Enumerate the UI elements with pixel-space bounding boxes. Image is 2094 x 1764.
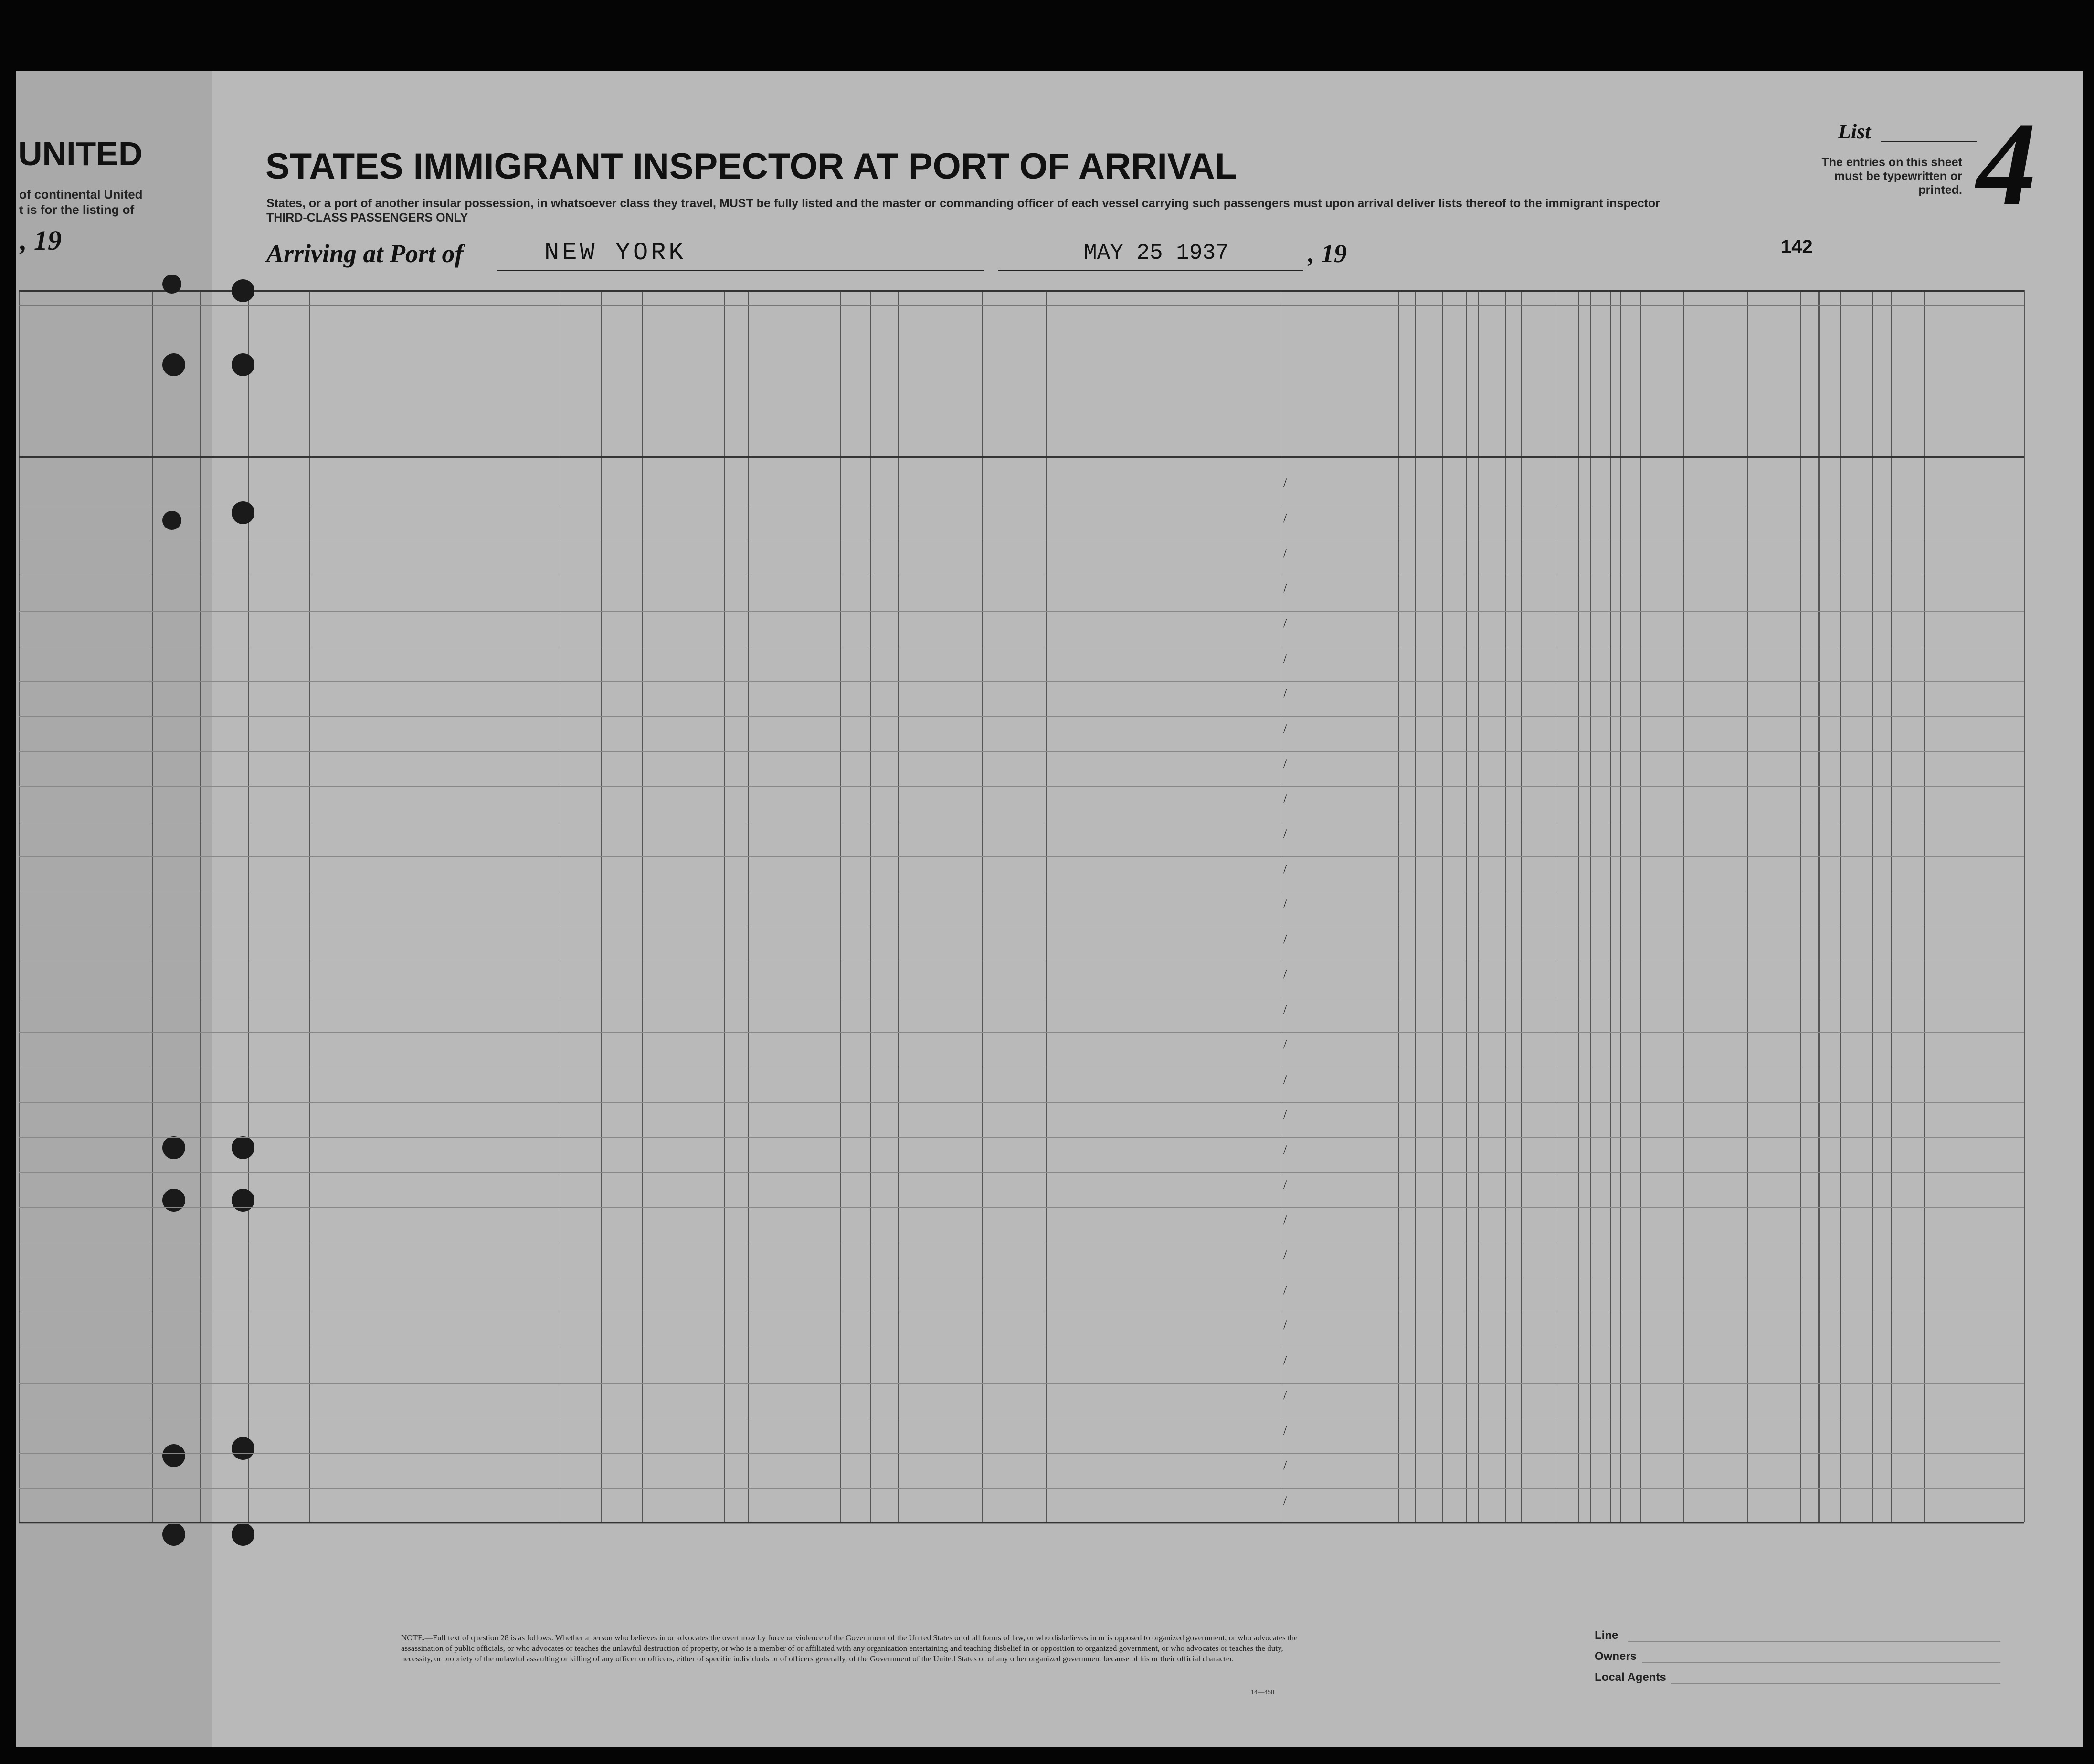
purpose-check-mark: / [1283, 827, 1287, 841]
year-label: , 19 [1308, 239, 1347, 268]
owners-label: Owners [1595, 1650, 1637, 1663]
port-name: NEW YORK [544, 239, 687, 267]
grid-vline [1478, 290, 1479, 1522]
grid-vline [1578, 290, 1579, 1522]
grid-vline [1590, 290, 1591, 1522]
list-note: The entries on this sheet must be typewritten or printed. [1821, 156, 1962, 197]
grid-vline [1640, 290, 1641, 1522]
local-agents-label: Local Agents [1595, 1671, 1666, 1684]
purpose-check-mark: / [1283, 1494, 1287, 1508]
purpose-check-mark: / [1283, 967, 1287, 981]
purpose-check-mark: / [1283, 1353, 1287, 1367]
purpose-check-mark: / [1283, 616, 1287, 630]
list-label: List [1838, 120, 1871, 143]
column-header-c19 [727, 316, 748, 445]
grid-vline [1415, 290, 1416, 1522]
instruction-text: States, or a port of another insular possession, in whatsoever class they travel, MUST be fully listed and the master or commanding officer of each vessel carrying such passengers must upon arrival deliver lists thereof to the immigrant inspector [266, 197, 1660, 210]
row-rule [19, 716, 2024, 717]
punch-hole [232, 501, 254, 524]
line-rule [1628, 1641, 2000, 1642]
grid-vline [19, 290, 20, 1522]
grid-vline [1046, 290, 1047, 1522]
purpose-check-mark: / [1283, 1143, 1287, 1157]
punch-hole [232, 279, 254, 302]
column-header-c25 [1401, 316, 1422, 445]
purpose-check-mark: / [1283, 581, 1287, 595]
purpose-check-mark: / [1283, 897, 1287, 911]
left-subtitle-1: of continental United [19, 187, 143, 201]
page-number: 142 [1781, 236, 1813, 257]
grid-vline [898, 290, 899, 1522]
arriving-label: Arriving at Port of [266, 239, 464, 268]
column-header-c29 [1523, 316, 1544, 445]
purpose-check-mark: / [1283, 1318, 1287, 1332]
grid-vline [1747, 290, 1748, 1522]
grid-vline [2024, 290, 2025, 1522]
purpose-check-mark: / [1283, 932, 1287, 946]
purpose-check-mark: / [1283, 1388, 1287, 1402]
purpose-check-mark: / [1283, 652, 1287, 665]
row-rule [19, 1207, 2024, 1208]
purpose-check-mark: / [1283, 722, 1287, 736]
row-rule [19, 751, 2024, 752]
purpose-check-mark: / [1283, 687, 1287, 700]
punch-hole [162, 1189, 185, 1212]
purpose-check-mark: / [1283, 862, 1287, 876]
grid-vline [152, 290, 153, 1522]
column-header-c28 [1480, 316, 1501, 445]
row-rule [19, 1137, 2024, 1138]
purpose-check-mark: / [1283, 1248, 1287, 1262]
purpose-check-mark: / [1283, 1003, 1287, 1016]
punch-hole [162, 1523, 185, 1546]
purpose-check-mark: / [1283, 546, 1287, 560]
grid-vline [1466, 290, 1467, 1522]
grid-vline [724, 290, 725, 1522]
grid-vline [1891, 290, 1892, 1522]
grid-vline [748, 290, 749, 1522]
purpose-check-mark: / [1283, 1108, 1287, 1121]
grid-vline [870, 290, 871, 1522]
row-rule [19, 1172, 2024, 1173]
column-header-c30 [1557, 316, 1578, 445]
row-rule [19, 786, 2024, 787]
punch-hole [232, 353, 254, 376]
row-rule [19, 1488, 2024, 1489]
column-number-rule [19, 305, 2024, 306]
punch-hole [162, 511, 181, 530]
punch-hole [232, 1189, 254, 1212]
purpose-check-mark: / [1283, 1424, 1287, 1437]
grid-vline [1620, 290, 1621, 1522]
grid-vline [840, 290, 841, 1522]
grid-vline [642, 290, 643, 1522]
question-28-note: NOTE.—Full text of question 28 is as follows: Whether a person who believes in or advocates the overthrow by force or violence of the Government of the United States or of all forms of law, or who disbelieves in or is opposed to organized government, or who advocates the assassination of public officials, or who advocates or teaches the unlawful destruction of property, or who is a member of or affiliated with any organization entertaining and teaching disbelief in or opposition to organized government, or who advocates or teaches the duty, necessity, or propriety of the unlawful assaulting or killing of any officer or officers, either of specific individuals or of officers generally, of the Government of the United States or of any other organized government because of his or their official character. [401, 1633, 1298, 1663]
punch-hole [162, 275, 181, 294]
list-number: 4 [1977, 98, 2036, 230]
purpose-check-mark: / [1283, 1037, 1287, 1051]
grid-vline [1840, 290, 1841, 1522]
grid-vline [1800, 290, 1801, 1522]
purpose-check-mark: / [1283, 757, 1287, 771]
punch-hole [162, 1444, 185, 1467]
column-header-c26 [1444, 316, 1465, 445]
left-subtitle-2: t is for the listing of [19, 202, 135, 217]
list-underline [1881, 141, 1977, 142]
line-label: Line [1595, 1629, 1618, 1642]
agents-rule [1671, 1683, 2000, 1684]
grid-vline [248, 290, 249, 1522]
punch-hole [162, 1136, 185, 1159]
grid-vline [1505, 290, 1506, 1522]
purpose-check-mark: / [1283, 476, 1287, 490]
grid-vline [1442, 290, 1443, 1522]
grid-vline [1610, 290, 1611, 1522]
date-underline [998, 270, 1303, 271]
left-year: , 19 [20, 225, 62, 256]
grid-vline [200, 290, 201, 1522]
purpose-check-mark: / [1283, 1283, 1287, 1297]
header-top-rule [19, 290, 2024, 292]
header-bottom-rule [19, 456, 2024, 458]
purpose-check-mark: / [1283, 1178, 1287, 1192]
grid-vline [601, 290, 602, 1522]
row-rule [19, 1523, 2024, 1524]
grid-vline [309, 290, 310, 1522]
grid-vline [1872, 290, 1873, 1522]
owners-rule [1642, 1662, 2000, 1663]
grid-vline [1683, 290, 1684, 1522]
punch-hole [232, 1136, 254, 1159]
row-rule [19, 611, 2024, 612]
sheet-title: STATES IMMIGRANT INSPECTOR AT PORT OF ARRIVAL [265, 146, 1237, 187]
manifest-sheet [16, 71, 2083, 1747]
punch-hole [162, 353, 185, 376]
arrival-date: MAY 25 1937 [1084, 241, 1229, 265]
column-header-c21 [842, 316, 863, 445]
purpose-check-mark: / [1283, 792, 1287, 806]
punch-hole [232, 1437, 254, 1460]
row-rule [19, 1032, 2024, 1033]
class-notice: THIRD-CLASS PASSENGERS ONLY [266, 211, 468, 224]
punch-hole [232, 1523, 254, 1546]
purpose-check-mark: / [1283, 1458, 1287, 1472]
purpose-check-mark: / [1283, 1073, 1287, 1087]
grid-vline [1521, 290, 1522, 1522]
row-rule [19, 1383, 2024, 1384]
port-underline [497, 270, 984, 271]
row-rule [19, 1102, 2024, 1103]
left-title: UNITED [18, 135, 143, 172]
form-number: 14—450 [1251, 1689, 1274, 1696]
column-header-c31 [1580, 316, 1601, 445]
grid-vline [1924, 290, 1925, 1522]
left-page-fragment [16, 71, 212, 1747]
row-rule [19, 856, 2024, 857]
row-rule [19, 681, 2024, 682]
grid-vline [982, 290, 983, 1522]
grid-vline [1398, 290, 1399, 1522]
row-rule [19, 1453, 2024, 1454]
grid-vline [1819, 290, 1820, 1522]
purpose-check-mark: / [1283, 511, 1287, 525]
purpose-check-mark: / [1283, 1213, 1287, 1227]
